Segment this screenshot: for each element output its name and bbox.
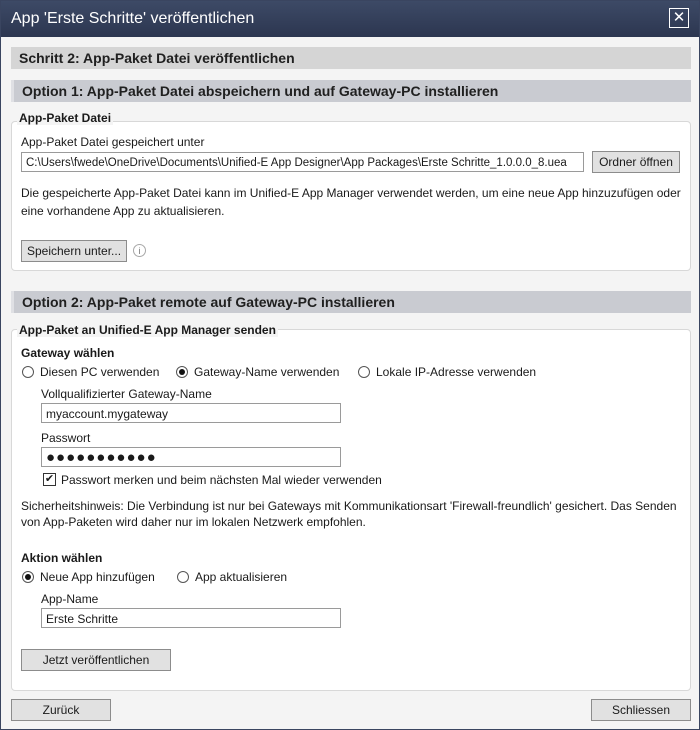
radio-local-ip[interactable] (358, 366, 370, 378)
security-note: Sicherheitshinweis: Die Verbindung ist nur bei Gateways mit Kommunikationsart 'Firewall-freundlich' gesichert. Das Senden von App-Paketen wird daher nur im lokalen Netzwerk empfohlen. (21, 499, 677, 529)
close-button[interactable]: Schliessen (591, 699, 691, 721)
radio-new-app-label[interactable]: Neue App hinzufügen (40, 570, 155, 584)
publish-now-button[interactable]: Jetzt veröffentlichen (21, 649, 171, 671)
password-label: Passwort (41, 431, 91, 445)
radio-gateway-name[interactable] (176, 366, 188, 378)
radio-local-ip-label[interactable]: Lokale IP-Adresse verwenden (376, 365, 537, 379)
radio-update-app[interactable] (177, 571, 189, 583)
app-package-group-label: App-Paket Datei (19, 111, 112, 125)
saved-path-label: App-Paket Datei gespeichert unter (21, 135, 205, 149)
action-heading: Aktion wählen (21, 551, 103, 565)
radio-new-app[interactable] (22, 571, 34, 583)
radio-this-pc[interactable] (22, 366, 34, 378)
password-input[interactable]: ●●●●●●●●●●● (41, 447, 341, 467)
option2-header: Option 2: App-Paket remote auf Gateway-PC installieren (11, 291, 691, 313)
title-bar (1, 1, 699, 37)
window-title: App 'Erste Schritte' veröffentlichen (11, 10, 255, 27)
close-icon[interactable]: ✕ (669, 8, 689, 28)
app-name-label: App-Name (41, 592, 99, 606)
info-icon[interactable]: i (133, 244, 146, 257)
option1-header: Option 1: App-Paket Datei abspeichern und auf Gateway-PC installieren (11, 80, 691, 102)
package-description: Die gespeicherte App-Paket Datei kann im Unified-E App Manager verwendet werden, um eine neue App hinzuzufügen oder eine vorhandene App zu aktualisieren. (21, 186, 681, 218)
open-folder-button[interactable]: Ordner öffnen (592, 151, 680, 173)
gateway-name-label: Vollqualifizierter Gateway-Name (41, 387, 212, 401)
remember-password-label[interactable]: Passwort merken und beim nächsten Mal wieder verwenden (61, 473, 382, 487)
remember-password-checkbox[interactable]: ✔ (44, 473, 55, 485)
step-title: Schritt 2: App-Paket Datei veröffentlichen (11, 47, 691, 69)
radio-update-app-label[interactable]: App aktualisieren (195, 570, 288, 584)
save-as-button[interactable]: Speichern unter... (21, 240, 127, 262)
gateway-name-input[interactable]: myaccount.mygateway (41, 403, 341, 423)
app-name-input[interactable]: Erste Schritte (41, 608, 341, 628)
dialog-content (1, 37, 699, 729)
send-package-group-label: App-Paket an Unified-E App Manager senden (19, 323, 276, 337)
saved-path-field[interactable]: C:\Users\fwede\OneDrive\Documents\Unified-E App Designer\App Packages\Erste Schritte_1.0.0.0_8.uea (21, 152, 584, 172)
radio-this-pc-label[interactable]: Diesen PC verwenden (40, 365, 160, 379)
gateway-heading: Gateway wählen (21, 346, 115, 360)
back-button[interactable]: Zurück (11, 699, 111, 721)
radio-gateway-name-label[interactable]: Gateway-Name verwenden (194, 365, 340, 379)
